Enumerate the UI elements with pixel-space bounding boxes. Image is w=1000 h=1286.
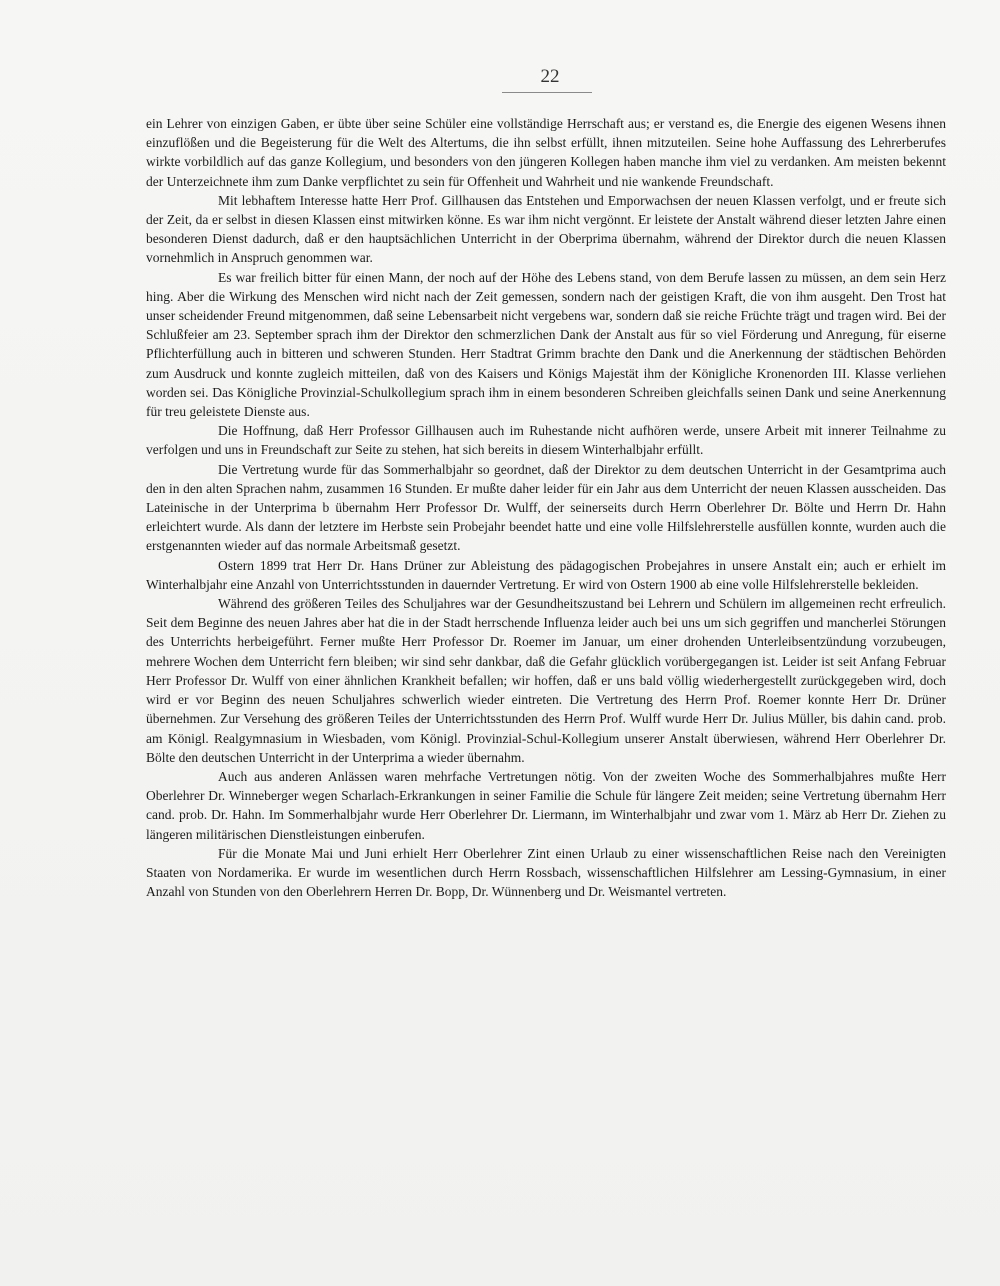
paragraph-3: Es war freilich bitter für einen Mann, der noch auf der Höhe des Lebens stand, von dem Berufe lassen zu müssen, an dem sein Herz hing. Aber die Wirkung des Menschen wird nicht nach der Zeit gemessen, sondern nach der geistigen Kraft, die von ihm ausgeht. Den Trost hat unser scheidender Freund mitgenommen, daß seine Lebensarbeit nicht vergebens war, sondern daß sie reiche Früchte trägt und tragen wird. Bei der Schlußfeier am 23. September sprach ihm der Direktor den schmerzlichen Dank der Anstalt aus für so viel Förderung und Anregung, für eiserne Pflichterfüllung auch in bitteren und schweren Stunden. Herr Stadtrat Grimm brachte den Dank und die Anerkennung der städtischen Behörden zum Ausdruck und konnte zugleich mitteilen, daß von des Kaisers und Königs Majestät ihm der Königliche Kronenorden III. Klasse verliehen worden sei. Das Königliche Provinzial-Schulkollegium sprach ihm in einem besonderen Schreiben gleichfalls seinen Dank und seine Anerkennung für treu geleistete Dienste aus. <box>146 269 946 420</box>
paragraph-4: Die Hoffnung, daß Herr Professor Gillhausen auch im Ruhestande nicht aufhören werde, unsere Arbeit mit innerer Teilnahme zu verfolgen und uns in Freundschaft zur Seite zu stehen, hat sich bereits in diesem Winterhalbjahr erfüllt. <box>146 423 946 458</box>
page-number: 22 <box>540 66 560 87</box>
paragraph-1: ein Lehrer von einzigen Gaben, er übte über seine Schüler eine vollständige Herrschaft aus; er verstand es, die Energie des eigenen Wesens ihnen einzuflößen und die Begeisterung für die Welt des Altertums, die ihn selbst erfüllt, ihnen mitzuteilen. Seine hohe Auffassung des Lehrerberufes wirkte vorbildlich auf das ganze Kollegium, und besonders von den jüngeren Kollegen haben manche ihm viel zu verdanken. Am meisten bekennt der Unterzeichnete ihm zum Danke verpflichtet zu sein für Offenheit und Wahrheit und nie wankende Freundschaft. <box>146 116 946 189</box>
body-text <box>146 114 946 901</box>
paragraph-6: Ostern 1899 trat Herr Dr. Hans Drüner zur Ableistung des pädagogischen Probejahres in unsere Anstalt ein; auch er erhielt im Winterhalbjahr eine Anzahl von Unterrichtsstunden in dauernder Vertretung. Er wird von Ostern 1900 ab eine volle Hilfslehrerstelle bekleiden. <box>146 557 946 592</box>
paragraph-2: Mit lebhaftem Interesse hatte Herr Prof. Gillhausen das Entstehen und Emporwachsen der neuen Klassen verfolgt, und er freute sich der Zeit, da er selbst in diesen Klassen einst mitwirken könne. Es war ihm nicht vergönnt. Er leistete der Anstalt während dieser letzten Jahre einen besonderen Dienst dadurch, daß er den hauptsächlichen Unterricht in der Oberprima übernahm, während der Direktor durch die neuen Klassen vornehmlich in Anspruch genommen war. <box>146 192 946 266</box>
paragraph-7: Während des größeren Teiles des Schuljahres war der Gesundheitszustand bei Lehrern und Schülern im allgemeinen recht erfreulich. Seit dem Beginne des neuen Jahres aber hat die in der Stadt herrschende Influenza leider auch bei uns um sich gegriffen und mancherlei Störungen des Unterrichts herbeigeführt. Ferner mußte Herr Professor Dr. Roemer im Januar, um einer drohenden Unterleibsentzündung vorzubeugen, mehrere Wochen dem Unterricht fern bleiben; wir sind sehr dankbar, daß die Gefahr glücklich vorübergegangen ist. Leider ist seit Anfang Februar Herr Professor Dr. Wulff von einer ähnlichen Krankheit befallen; wir hoffen, daß er uns bald völlig wiederhergestellt zurückgegeben wird, doch wird er vor Beginn des neuen Schuljahres schwerlich wieder eintreten. Die Vertretung des Herrn Prof. Roemer konnte Herr Dr. Drüner übernehmen. Zur Versehung des größeren Teiles der Unterrichtsstunden des Herrn Prof. Wulff wurde Herr Dr. Julius Müller, bis dahin cand. prob. am Königl. Realgymnasium in Wiesbaden, vom Königl. Provinzial-Schul-Kollegium unserer Anstalt überwiesen, während Herr Oberlehrer Dr. Bölte den deutschen Unterricht in der Unterprima a wieder übernahm. <box>146 596 946 765</box>
page-number-rule <box>502 92 592 93</box>
paragraph-5: Die Vertretung wurde für das Sommerhalbjahr so geordnet, daß der Direktor zu dem deutschen Unterricht in der Gesamtprima auch den in den alten Sprachen nahm, zusammen 16 Stunden. Er mußte daher leider für ein Jahr aus dem Unterricht der neuen Klassen ausscheiden. Das Lateinische in der Unterprima b übernahm Herr Professor Dr. Wulff, der seinerseits durch Herrn Oberlehrer Dr. Bölte und Herrn Dr. Hahn erleichtert wurde. Als dann der letztere im Herbste sein Probejahr beendet hatte und eine volle Hilfslehrerstelle ausfüllen konnte, wurden auch die erstgenannten wieder auf das normale Arbeitsmaß gesetzt. <box>146 461 946 554</box>
paragraph-9: Für die Monate Mai und Juni erhielt Herr Oberlehrer Zint einen Urlaub zu einer wissenschaftlichen Reise nach den Vereinigten Staaten von Nordamerika. Er wurde im wesentlichen durch Herrn Rossbach, wissenschaftlichen Hilfslehrer am Lessing-Gymnasium, in einer Anzahl von Stunden von den Oberlehrern Herren Dr. Bopp, Dr. Wünnenberg und Dr. Weismantel vertreten. <box>146 845 946 900</box>
paragraph-8: Auch aus anderen Anlässen waren mehrfache Vertretungen nötig. Von der zweiten Woche des Sommerhalbjahres mußte Herr Oberlehrer Dr. Winneberger wegen Scharlach-Erkrankungen in seiner Familie die Schule für längere Zeit meiden; seine Vertretung übernahm Herr cand. prob. Dr. Hahn. Im Sommerhalbjahr wurde Herr Oberlehrer Dr. Liermann, im Winterhalbjahr und zwar vom 1. März ab Herr Dr. Ziehen zu längeren militärischen Dienstleistungen einberufen. <box>146 768 946 842</box>
